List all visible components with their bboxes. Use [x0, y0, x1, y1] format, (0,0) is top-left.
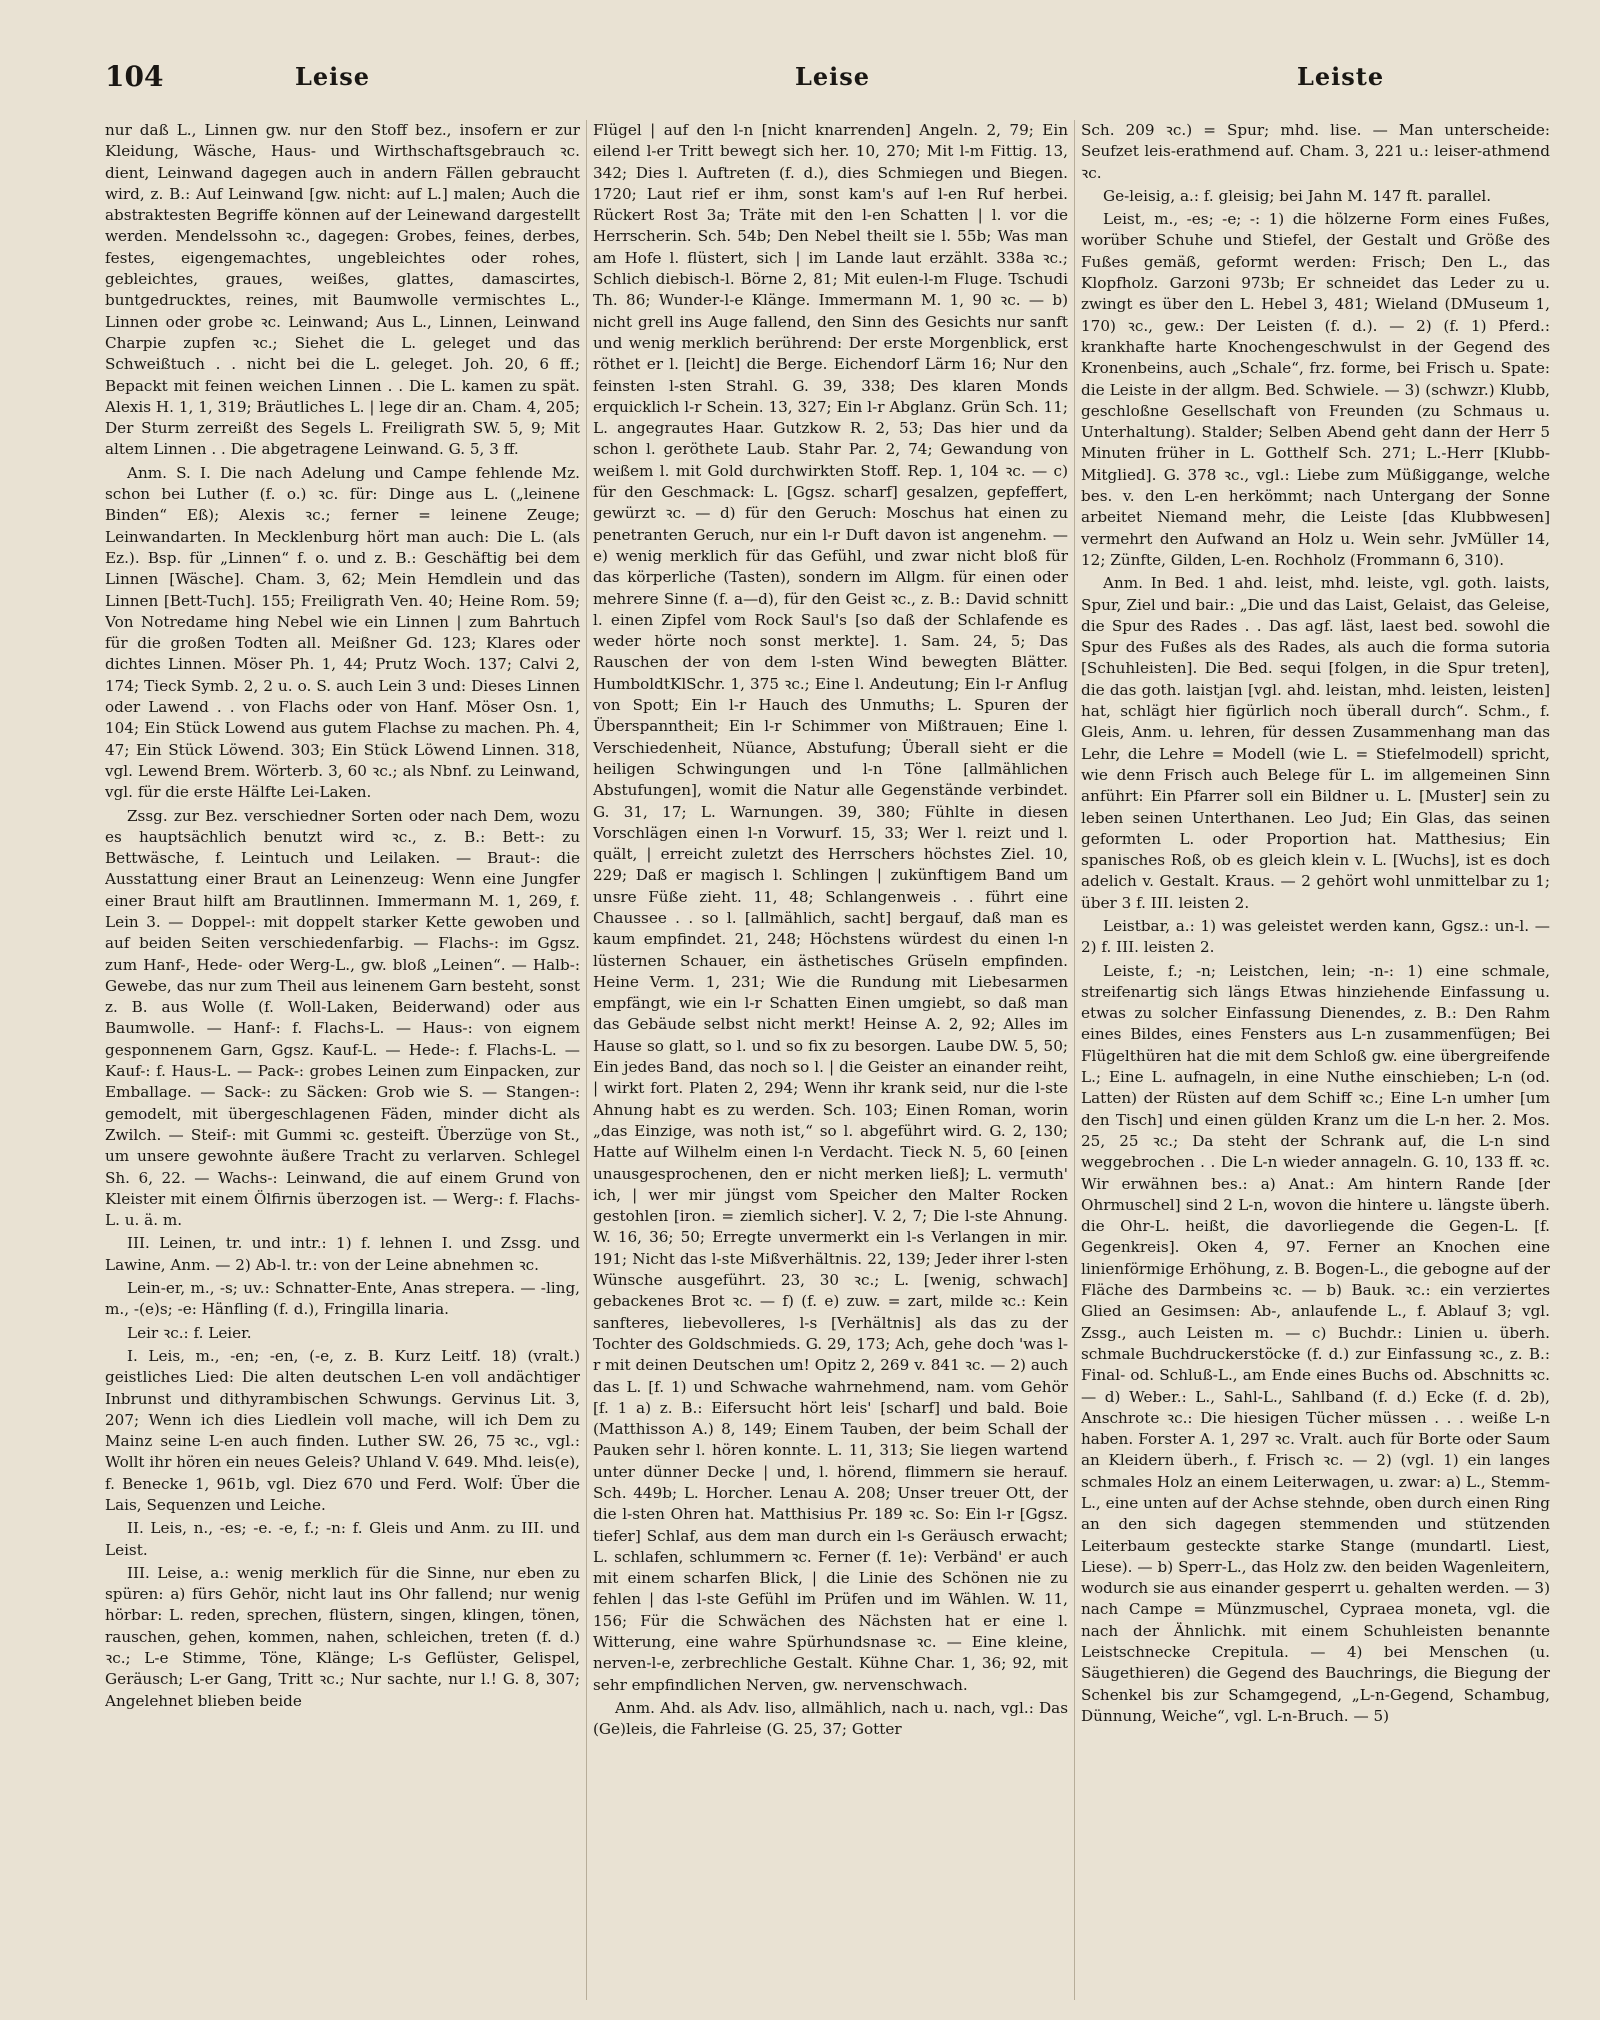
left-catchword: Leise	[295, 62, 371, 91]
entry-paragraph: III. Leise, a.: wenig merklich für die Sinne, nur eben zu spüren: a) fürs Gehör, nicht laut ins Ohr fallend; nur wenig hörbar: L. reden, sprechen, flüstern, singen, klingen, tönen, rauschen, gehen, kommen, nahen, schleichen, treten (f. d.) ꝛc.; L-e Stimme, Töne, Klänge; L-s Geflüster, Gelispel, Geräusch; L-er Gang, Tritt ꝛc.; Nur sachte, nur l.! G. 8, 307; Angelehnet blieben beide	[105, 1563, 580, 1710]
entry-paragraph: Zssg. zur Bez. verschiedner Sorten oder nach Dem, wozu es hauptsächlich benutzt wird ꝛc., z. B.: Bett-: zu Bettwäsche, f. Leintuch und Leilaken. — Braut-: die Ausstattung einer Braut an Leinenzeug: Wenn eine Jungfer einer Braut hilft am Brautlinnen. Immermann M. 1, 269, f. Lein 3. — Doppel-: mit doppelt starker Kette gewoben und auf beiden Seiten verschiedenfarbig. — Flachs-: im Ggsz. zum Hanf-, Hede- oder Werg-L., gw. bloß „Leinen“. — Halb-: Gewebe, das nur zum Theil aus leinenem Garn besteht, sonst z. B. aus Wolle (f. Woll-Laken, Beiderwand) oder aus Baumwolle. — Hanf-: f. Flachs-L. — Haus-: von eignem gesponnenem Garn, Ggsz. Kauf-L. — Hede-: f. Flachs-L. — Kauf-: f. Haus-L. — Pack-: grobes Leinen zum Einpacken, zur Emballage. — Sack-: zu Säcken: Grob wie S. — Stangen-: gemodelt, mit übergeschlagenen Fäden, minder dicht als Zwilch. — Steif-: mit Gummi ꝛc. gesteift. Überzüge von St., um unsere gewohnte äußere Tracht zu verlarven. Schlegel Sh. 6, 22. — Wachs-: Leinwand, die auf einem Grund von Kleister mit einem Ölfirnis überzogen ist. — Werg-: f. Flachs-L. u. ä. m.	[105, 806, 580, 1230]
page-header	[105, 60, 1540, 100]
entry-paragraph: Anm. In Bed. 1 ahd. leist, mhd. leiste, vgl. goth. laists, Spur, Ziel und bair.: „Die und das Laist, Gelaist, das Geleise, die Spur des Rades . . Das agf. läst, laest bed. sowohl die Spur des Fußes als des Rades, als auch die forma sutoria [Schuhleisten]. Die Bed. sequi [folgen, in die Spur treten], die das goth. laistjan [vgl. ahd. leistan, mhd. leisten, leisten] hat, schlägt hier figürlich noch überall durch“. Schm., f. Gleis, Anm. u. lehren, für dessen Zusammenhang man das Lehr, die Lehre = Modell (wie L. = Stiefelmodell) spricht, wie denn Frisch auch Belege für L. im allgemeinen Sinn anführt: Ein Pfarrer soll ein Bildner u. L. [Muster] sein zu leben seinen Unterthanen. Leo Jud; Ein Glas, das seinen geformten L. oder Proportion hat. Matthesius; Ein spanisches Roß, ob es gleich klein v. L. [Wuchs], ist es doch adelich v. Gestalt. Kraus. — 2 gehört wohl unmittelbar zu 1; über 3 f. III. leisten 2.	[1081, 574, 1550, 912]
entry-paragraph: Anm. S. I. Die nach Adelung und Campe fehlende Mz. schon bei Luther (f. o.) ꝛc. für: Dinge aus L. („leinene Binden“ Eß); Alexis ꝛc.; ferner = leinene Zeuge; Leinwandarten. In Mecklenburg hört man auch: Die L. (als Ez.). Bsp. für „Linnen“ f. o. und z. B.: Geschäftig bei dem Linnen [Wäsche]. Cham. 3, 62; Mein Hemdlein und das Linnen [Bett-Tuch]. 155; Freiligrath Ven. 40; Heine Rom. 59; Von Notredame hing Nebel wie ein Linnen | zum Bahrtuch für die großen Todten all. Meißner Gd. 123; Klares oder dichtes Linnen. Möser Ph. 1, 44; Prutz Woch. 137; Calvi 2, 174; Tieck Symb. 2, 2 u. o. S. auch Lein 3 und: Dieses Linnen oder Lawend . . von Flachs oder von Hanf. Möser Osn. 1, 104; Ein Stück Lowend aus gutem Flachse zu machen. Ph. 4, 47; Ein Stück Löwend. 303; Ein Stück Löwend Linnen. 318, vgl. Lewend Brem. Wörterb. 3, 60 ꝛc.; als Nbnf. zu Leinwand, vgl. für die erste Hälfte Lei-Laken.	[105, 463, 580, 802]
entry-paragraph: Leir ꝛc.: f. Leier.	[127, 1323, 252, 1342]
entry-paragraph: I. Leis, m., -en; -en, (-e, z. B. Kurz Leitf. 18) (vralt.) geistliches Lied: Die alten deutschen L-en voll andächtiger Inbrunst und dithyrambischen Schwungs. Gervinus Lit. 3, 207; Wenn ich dies Liedlein voll mache, will ich Dem zu Mainz seine L-en auch finden. Luther SW. 26, 75 ꝛc., vgl.: Wollt ihr hören ein neues Geleis? Uhland V. 649. Mhd. leis(e), f. Benecke 1, 961b, vgl. Diez 670 und Ferd. Wolf: Über die Lais, Sequenzen und Leiche.	[105, 1346, 580, 1514]
center-catchword: Leise	[795, 62, 871, 91]
entry-paragraph: Leist, m., -es; -e; -: 1) die hölzerne Form eines Fußes, worüber Schuhe und Stiefel, der Gestalt und Größe des Fußes gemäß, geformt werden: Frisch; Den L., das Klopfholz. Garzoni 973b; Er schneidet das Leder zu u. zwingt es über den L. Hebel 3, 481; Wieland (DMuseum 1, 170) ꝛc., gew.: Der Leisten (f. d.). — 2) (f. 1) Pferd.: krankhafte harte Knochengeschwulst in der Gegend des Kronenbeins, auch „Schale“, frz. forme, bei Frisch u. Spate: die Leiste in der allgm. Bed. Schwiele. — 3) (schwzr.) Klubb, geschloßne Gesellschaft von Freunden (zu Schmaus u. Unterhaltung). Stalder; Selben Abend geht dann der Herr 5 Minuten früher in L. Gotthelf Sch. 271; L.-Herr [Klubb-Mitglied]. G. 378 ꝛc., vgl.: Liebe zum Müßiggange, welche bes. v. den L-en herkömmt; nach Untergang der Sonne arbeitet Niemand mehr, die Leiste [das Klubbwesen] vermehrt den Aufwand an Holz u. Wein sehr. JvMüller 14, 12; Zünfte, Gilden, L-en. Rochholz (Frommann 6, 310).	[1081, 210, 1550, 569]
entry-paragraph: Anm. Ahd. als Adv. liso, allmählich, nach u. nach, vgl.: Das (Ge)leis, die Fahrleise (G. 25, 37; Gotter	[593, 1698, 1068, 1739]
entry-paragraph: II. Leis, n., -es; -e. -e, f.; -n: f. Gleis und Anm. zu III. und Leist.	[105, 1519, 580, 1559]
entry-paragraph: III. Leinen, tr. und intr.: 1) f. lehnen I. und Zssg. und Lawine, Anm. — 2) Ab-l. tr.: von der Leine abnehmen ꝛc.	[105, 1234, 580, 1274]
column-middle	[593, 120, 1068, 2000]
column-divider	[1074, 120, 1075, 2000]
page-number: 104	[105, 60, 164, 93]
entry-paragraph: Ge-leisig, a.: f. gleisig; bei Jahn M. 147 ft. parallel.	[1103, 186, 1492, 205]
entry-paragraph: Flügel | auf den l-n [nicht knarrenden] Angeln. 2, 79; Ein eilend l-er Tritt bewegt sich her. 10, 270; Mit l-m Fittig. 13, 342; Dies l. Auftreten (f. d.), dies Schmiegen und Biegen. 1720; Laut rief er ihm, sonst kam's auf l-en Ruf herbei. Rückert Rost 3a; Träte mit den l-en Schatten | l. vor die Herrscherin. Sch. 54b; Den Nebel theilt sie l. 55b; Was man am Hofe l. flüstert, sich | im Lande laut erzählt. 338a ꝛc.; Schlich diebisch-l. Börne 2, 81; Mit eulen-l-m Fluge. Tschudi Th. 86; Wunder-l-e Klänge. Immermann M. 1, 90 ꝛc. — b) nicht grell ins Auge fallend, den Sinn des Gesichts nur sanft und wenig merklich berührend: Der erste Morgenblick, erst röthet er l. [leicht] die Berge. Eichendorf Lärm 16; Nur den feinsten l-sten Strahl. G. 39, 338; Des klaren Monds erquicklich l-r Schein. 13, 327; Ein l-r Abglanz. Grün Sch. 11; L. angegrautes Haar. Gutzkow R. 2, 53; Das hier und da schon l. geröthete Laub. Stahr Par. 2, 74; Gewandung von weißem l. mit Gold durchwirkten Stoff. Rep. 1, 104 ꝛc. — c) für den Geschmack: L. [Ggsz. scharf] gesalzen, gepfeffert, gewürzt ꝛc. — d) für den Geruch: Moschus hat einen zu penetranten Geruch, nur ein l-r Duft davon ist angenehm. — e) wenig merklich für das Gefühl, und zwar nicht bloß für das körperliche (Tasten), sondern im Allgm. für einen oder mehrere Sinne (f. a—d), für den Geist ꝛc., z. B.: David schnitt l. einen Zipfel vom Rock Saul's [so daß der Schlafende es weder hörte noch sonst merkte]. 1. Sam. 24, 5; Das Rauschen der von dem l-sten Wind bewegten Blätter. HumboldtKlSchr. 1, 375 ꝛc.; Eine l. Andeutung; Ein l-r Anflug von Spott; Ein l-r Hauch des Unmuths; L. Spuren der Überspanntheit; Ein l-r Schimmer von Mißtrauen; Eine l. Verschiedenheit, Nüance, Abstufung; Überall sieht er die heiligen Schwingungen und l-n Töne [allmählichen Abstufungen], womit die Natur alle Gegenstände verbindet. G. 31, 17; L. Warnungen. 39, 380; Fühlte in diesen Vorschlägen einen l-n Vorwurf. 15, 33; Wer l. reizt und l. quält, | erreicht zuletzt des Herrschers höchstes Ziel. 10, 229; Daß er magisch l. Schlingen | zukünftigem Band um unsre Füße zieht. 11, 48; Schlangenweis . . führt eine Chaussee . . so l. [allmählich, sacht] bergauf, daß man es kaum empfindet. 21, 248; Höchstens würdest du einen l-n lüsternen Schauer, ein ästhetisches Grüseln empfinden. Heine Verm. 1, 231; Wie die Rundung mit Liebesarmen empfängt, wie ein l-r Schatten Einen umgiebt, so daß man das Gebäude selbst nicht merkt! Heinse A. 2, 92; Alles im Hause so glatt, so l. und so fix zu besorgen. Laube DW. 5, 50; Ein jedes Band, das noch so l. | die Geister an einander reiht, | wirkt fort. Platen 2, 294; Wenn ihr krank seid, nur die l-ste Ahnung habt es zu werden. Sch. 103; Einen Roman, worin „das Einzige, was noth ist,“ so l. abgeführt wird. G. 2, 130; Hatte auf Wilhelm einen l-n Verdacht. Tieck N. 5, 60 [einen unausgesprochenen, den er nicht merken ließ]; L. vermuth' ich, | wer mir jüngst vom Speicher den Malter Rocken gestohlen [iron. = ziemlich sicher]. V. 2, 7; Die l-ste Ahnung. W. 16, 36; 50; Erregte unvermerkt ein l-s Verlangen in mir. 191; Nicht das l-ste Mißverhältnis. 22, 139; Jeder ihrer l-sten Wünsche ausgeführt. 23, 30 ꝛc.; L. [wenig, schwach] gebackenes Brot ꝛc. — f) (f. e) zuw. = zart, milde ꝛc.: Kein sanfteres, liebevolleres, l-s [Verhältnis] als das zu der Tochter des Goldschmieds. G. 29, 173; Ach, gehe doch 'was l-r mit deinen Deutschen um! Opitz 2, 269 v. 841 ꝛc. — 2) auch das L. [f. 1) und Schwache wahrnehmend, nam. vom Gehör [f. 1 a) z. B.: Eifersucht hört leis' [scharf] und bald. Boie (Matthisson A.) 8, 149; Einem Tauben, der beim Schall der Pauken sehr l. hören konnte. L. 11, 313; Sie liegen wartend unter dünner Decke | und, l. hörend, flimmern sie herauf. Sch. 449b; L. Horcher. Lenau A. 208; Unser treuer Ott, der die l-sten Ohren hat. Matthisius Pr. 189 ꝛc. So: Ein l-r [Ggsz. tiefer] Schlaf, aus dem man durch ein l-s Geräusch erwacht; L. schlafen, schlummern ꝛc. Ferner (f. 1e): Verbänd' er auch mit einem scharfen Blick, | die Linie des Schönen nie zu fehlen | das l-ste Gefühl im Prüfen und im Wählen. W. 11, 156; Für die Schwächen des Nächsten hat er eine l. Witterung, eine wahre Spürhundsnase ꝛc. — Eine kleine, nerven-l-e, zerbrechliche Gestalt. Kühne Char. 1, 36; 92, mit sehr empfindlichen Nerven, gw. nervenschwach.	[593, 121, 1068, 1694]
entry-paragraph: Leistbar, a.: 1) was geleistet werden kann, Ggsz.: un-l. — 2) f. III. leisten 2.	[1081, 916, 1550, 957]
entry-paragraph: Lein-er, m., -s; uv.: Schnatter-Ente, Anas strepera. — -ling, m., -(e)s; -e: Hänfling (f. d.), Fringilla linaria.	[105, 1279, 580, 1319]
entry-paragraph: nur daß L., Linnen gw. nur den Stoff bez., insofern er zur Kleidung, Wäsche, Haus- und Wirthschaftsgebrauch ꝛc. dient, Leinwand dagegen auch in andern Fällen gebraucht wird, z. B.: Auf Leinwand [gw. nicht: auf L.] malen; Auch die abstraktesten Begriffe können auf der Leinewand dargestellt werden. Mendelssohn ꝛc., dagegen: Grobes, feines, derbes, festes, eigengemachtes, ungebleichtes oder rohes, gebleichtes, graues, weißes, glattes, damascirtes, buntgedrucktes, reines, mit Baumwolle vermischtes L., Linnen oder grobe ꝛc. Leinwand; Aus L., Linnen, Leinwand Charpie zupfen ꝛc.; Siehet die L. geleget und das Schweißtuch . . nicht bei die L. geleget. Joh. 20, 6 ff.; Bepackt mit feinen weichen Linnen . . Die L. kamen zu spät. Alexis H. 1, 1, 319; Bräutliches L. | lege dir an. Cham. 4, 205; Der Sturm zerreißt des Segels L. Freiligrath SW. 5, 9; Mit altem Linnen . . Die abgetragene Leinwand. G. 5, 3 ff.	[105, 121, 580, 459]
column-divider	[586, 120, 587, 2000]
entry-paragraph: Sch. 209 ꝛc.) = Spur; mhd. lise. — Man unterscheide: Seufzet leis-erathmend auf. Cham. 3, 221 u.: leiser-athmend ꝛc.	[1081, 121, 1550, 182]
entry-paragraph: Leiste, f.; -n; Leistchen, lein; -n-: 1) eine schmale, streifenartig sich längs Etwas hinziehende Einfassung u. etwas zu solcher Einfassung Dienendes, z. B.: Den Rahm eines Bildes, eines Fensters aus L-n zusammenfügen; Bei Flügelthüren hat die mit dem Schloß gw. eine übergreifende L.; Eine L. aufnageln, in eine Nuthe einschieben; L-n (od. Latten) der Rüsten auf dem Schiff ꝛc.; Eine L-n umher [um den Tisch] und einen gülden Kranz um die L-n her. 2. Mos. 25, 25 ꝛc.; Da steht der Schrank auf, die L-n sind weggebrochen . . Die L-n wieder annageln. G. 10, 133 ff. ꝛc. Wir erwähnen bes.: a) Anat.: Am hintern Rande [der Ohrmuschel] sind 2 L-n, wovon die hintere u. längste überh. die Ohr-L. heißt, die davorliegende die Gegen-L. [f. Gegenkreis]. Oken 4, 97. Ferner an Knochen eine linienförmige Erhöhung, z. B. Bogen-L., die gebogne auf der Fläche des Darmbeins ꝛc. — b) Bauk. ꝛc.: ein verziertes Glied an Gesimsen: Ab-, anlaufende L., f. Ablauf 3; vgl. Zssg., auch Leisten m. — c) Buchdr.: Linien u. überh. schmale Buchdruckerstöcke (f. d.) zur Einfassung ꝛc., z. B.: Final- od. Schluß-L., am Ende eines Buchs od. Abschnitts ꝛc. — d) Weber.: L., Sahl-L., Sahlband (f. d.) Ecke (f. d. 2b), Anschrote ꝛc.: Die hiesigen Tücher müssen . . . weiße L-n haben. Forster A. 1, 297 ꝛc. Vralt. auch für Borte oder Saum an Kleidern überh., f. Frisch ꝛc. — 2) (vgl. 1) ein langes schmales Holz an einem Leiterwagen, u. zwar: a) L., Stemm-L., eine unten auf der Achse stehnde, oben durch einen Ring an den sich dagegen stemmenden und stützenden Leiterbaum gesteckte starke Stange (mundartl. Liest, Liese). — b) Sperr-L., das Holz zw. den beiden Wagenleitern, wodurch sie aus einander gesperrt u. gehalten werden. — 3) nach Campe = Münzmuschel, Cypraea moneta, vgl. die nach der Ähnlichk. mit einem Schuhleisten benannte Leistschnecke Crepitula. — 4) bei Menschen (u. Säugethieren) die Gegend des Bauchrings, die Biegung der Schenkel bis zur Schamgegend, „L-n-Gegend, Schambug, Dünnung, Weiche“, vgl. L-n-Bruch. — 5)	[1081, 961, 1550, 1725]
column-right	[1081, 120, 1550, 2000]
right-catchword: Leiste	[1297, 62, 1385, 91]
column-left	[105, 120, 580, 2000]
